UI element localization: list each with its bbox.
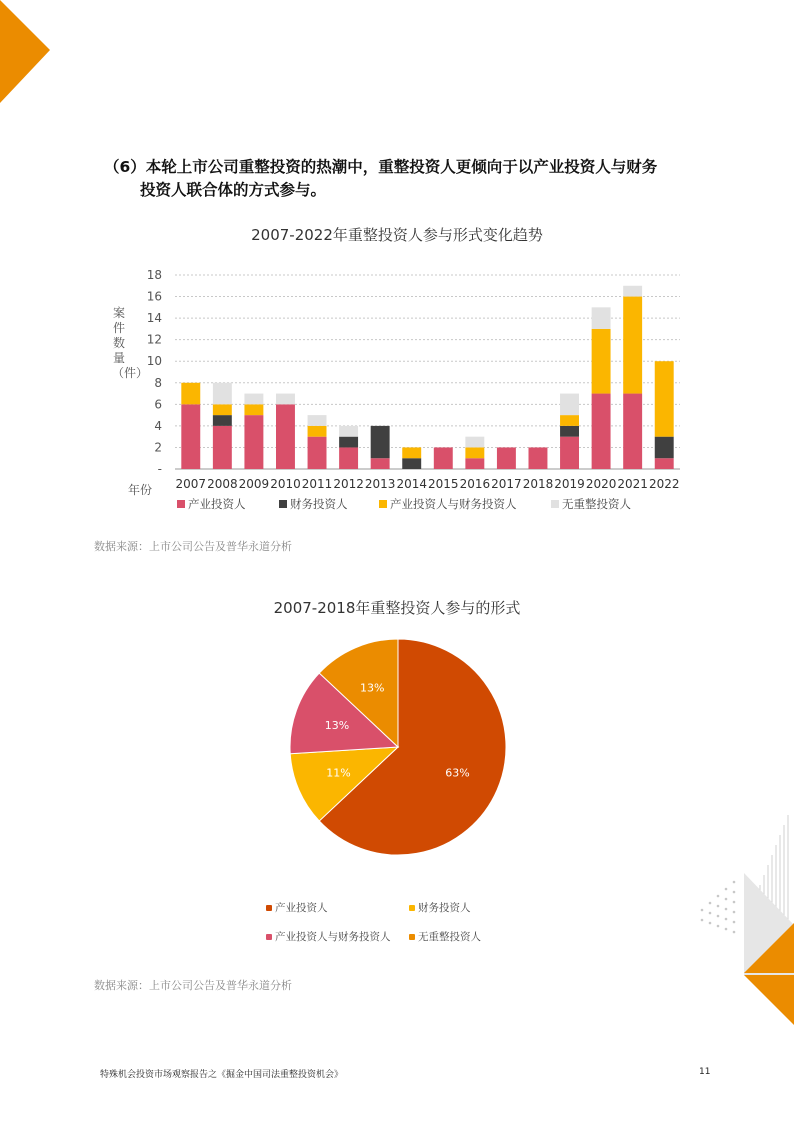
bar-segment (655, 437, 674, 459)
bar-segment (308, 437, 327, 469)
legend-swatch (379, 500, 387, 508)
y-tick-label: 8 (154, 375, 162, 390)
bar-segment (623, 297, 642, 394)
bar-segment (465, 458, 484, 469)
bar-segment (560, 426, 579, 437)
pie-value-label: 11% (326, 766, 351, 780)
y-tick-label: - (157, 462, 162, 476)
bar-segment (623, 286, 642, 297)
y-tick-label: 10 (146, 354, 162, 369)
bar-segment (244, 404, 263, 415)
bar-segment (592, 307, 611, 329)
bar-chart-source: 数据来源：上市公司公告及普华永道分析 (94, 540, 292, 553)
legend-label: 产业投资人与财务投资人 (275, 931, 391, 943)
bar-segment (244, 415, 263, 469)
bar-segment (371, 458, 390, 469)
bar-chart-title: 2007-2022年重整投资人参与形式变化趋势 (251, 226, 543, 244)
bar-segment (308, 426, 327, 437)
legend-label: 产业投资人 (275, 902, 328, 914)
bar-segment (592, 394, 611, 469)
y-tick-label: 2 (154, 440, 162, 455)
bar-segment (181, 383, 200, 405)
legend-label: 无重整投资人 (562, 497, 631, 511)
pie-value-label: 13% (324, 719, 350, 733)
bar-segment (244, 394, 263, 405)
bar-segment (623, 394, 642, 469)
bar-chart-ylabel: 案件数量（件） (112, 306, 149, 380)
heading-line-2: 投资人联合体的方式参与。 (140, 181, 327, 199)
bar-segment (529, 447, 548, 469)
x-tick-label: 2012 (333, 477, 364, 491)
x-tick-label: 2009 (238, 477, 270, 491)
bar-segment (181, 404, 200, 469)
bar-segment (402, 458, 421, 469)
legend-swatch (266, 934, 272, 940)
bar-segment (560, 437, 579, 469)
bar-segment (465, 437, 484, 448)
bar-segment (276, 404, 295, 469)
bar-segment (592, 329, 611, 394)
pie-chart (280, 630, 520, 870)
bar-segment (339, 437, 358, 448)
stacked-bar-chart (0, 0, 794, 500)
pie-legend-item-joint (266, 929, 391, 944)
legend-swatch (551, 500, 559, 508)
bar-segment (213, 415, 232, 426)
bar-segment (213, 426, 232, 469)
x-tick-label: 2017 (491, 477, 522, 491)
x-tick-label: 2016 (459, 477, 491, 491)
bar-segment (402, 447, 421, 458)
x-tick-label: 2010 (270, 477, 301, 491)
legend-swatch (279, 500, 287, 508)
bar-segment (276, 394, 295, 405)
footer-title: 特殊机会投资市场观察报告之《掘金中国司法重整投资机会》 (100, 1070, 344, 1080)
bar-segment (655, 361, 674, 436)
bar-segment (465, 447, 484, 458)
legend-swatch (266, 905, 272, 911)
pie-value-label: 13% (360, 681, 385, 695)
legend-label: 产业投资人与财务投资人 (390, 497, 517, 511)
bar-chart-xlabel: 年份 (128, 483, 153, 497)
bar-segment (213, 404, 232, 415)
x-tick-label: 2018 (522, 477, 554, 491)
legend-item-industrial (177, 496, 246, 512)
y-tick-label: 14 (146, 311, 162, 326)
pie-value-label: 63% (445, 766, 470, 780)
legend-item-joint (379, 496, 517, 512)
bar-segment (560, 415, 579, 426)
bar-segment (371, 426, 390, 458)
x-tick-label: 2020 (585, 477, 617, 491)
bar-segment (339, 447, 358, 469)
x-tick-label: 2019 (554, 477, 585, 491)
legend-item-none (551, 496, 631, 512)
y-tick-label: 18 (146, 268, 162, 282)
y-tick-label: 16 (146, 289, 162, 304)
x-tick-label: 2014 (396, 477, 427, 491)
bar-segment (497, 447, 516, 469)
x-tick-label: 2007 (175, 477, 207, 491)
pie-legend-item-industrial (266, 900, 328, 915)
bar-segment (308, 415, 327, 426)
y-tick-label: 6 (154, 397, 162, 412)
x-tick-label: 2008 (207, 477, 238, 491)
legend-swatch (409, 905, 415, 911)
bar-segment (434, 447, 453, 469)
legend-swatch (409, 934, 415, 940)
x-tick-label: 2011 (301, 477, 333, 491)
bar-segment (213, 383, 232, 405)
x-tick-label: 2022 (648, 477, 680, 491)
y-tick-label: 4 (154, 418, 162, 433)
pie-legend-item-financial (409, 900, 471, 915)
page-number: 11 (699, 1067, 711, 1077)
bar-segment (655, 458, 674, 469)
pie-chart-title: 2007-2018年重整投资人参与的形式 (273, 599, 521, 617)
legend-label: 财务投资人 (290, 497, 348, 511)
legend-label: 财务投资人 (418, 902, 471, 914)
pie-legend-item-none (409, 929, 481, 944)
x-tick-label: 2015 (428, 477, 459, 491)
legend-label: 产业投资人 (188, 497, 246, 511)
bar-segment (339, 426, 358, 437)
bar-segment (560, 394, 579, 416)
pie-chart-source: 数据来源：上市公司公告及普华永道分析 (94, 979, 292, 992)
legend-swatch (177, 500, 185, 508)
x-tick-label: 2013 (364, 477, 396, 491)
x-tick-label: 2021 (617, 477, 648, 491)
y-tick-label: 12 (146, 332, 162, 347)
corner-decoration-bottom-right (690, 815, 794, 1025)
legend-label: 无重整投资人 (418, 931, 481, 943)
legend-item-financial (279, 496, 348, 512)
heading-line-1: （6）本轮上市公司重整投资的热潮中，重整投资人更倾向于以产业投资人与财务 (104, 158, 658, 176)
